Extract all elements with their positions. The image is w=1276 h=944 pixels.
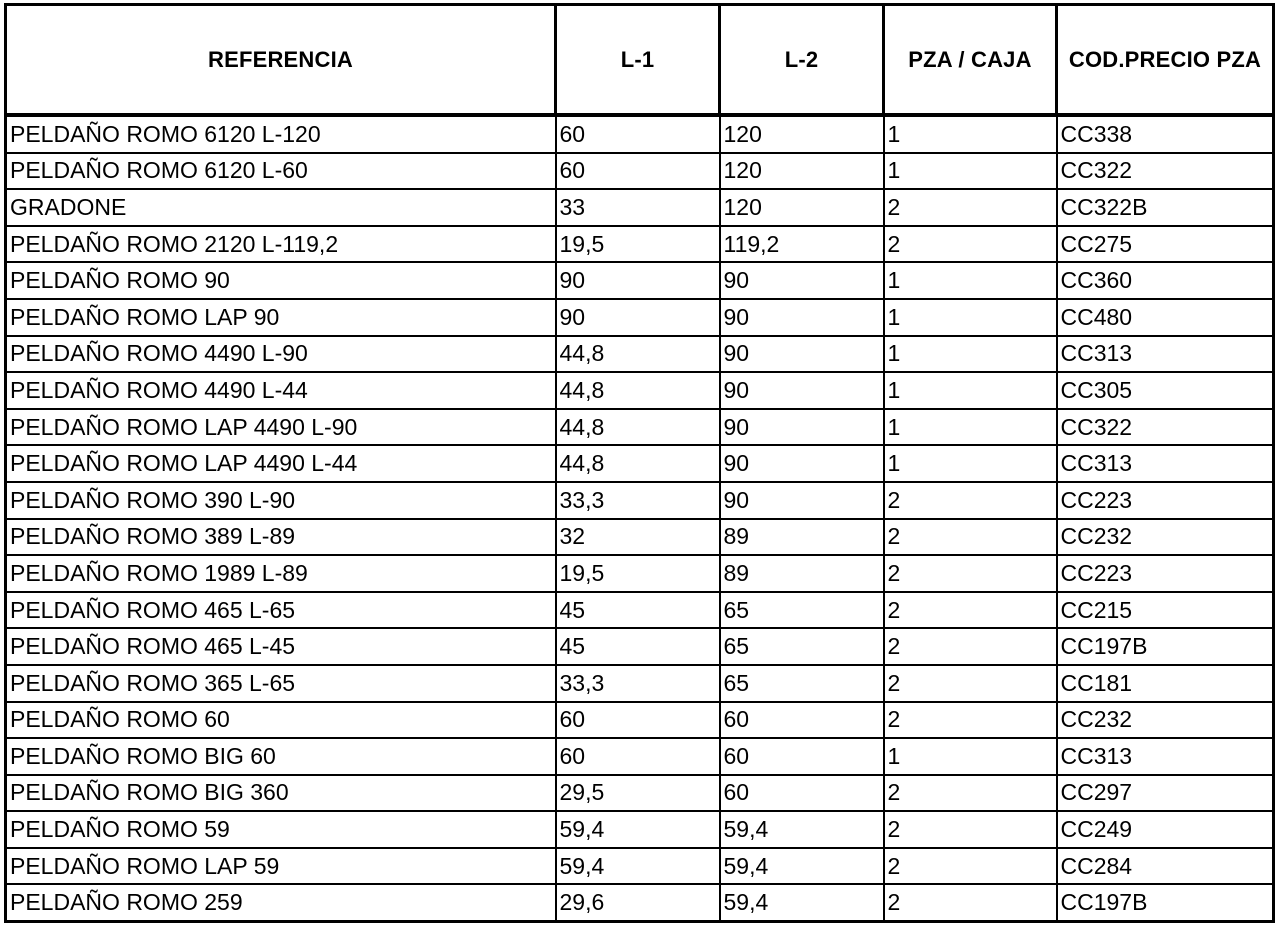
cell-l2: 120 bbox=[720, 189, 884, 226]
cell-l2: 89 bbox=[720, 519, 884, 556]
cell-referencia: PELDAÑO ROMO BIG 360 bbox=[6, 775, 556, 812]
cell-l2: 59,4 bbox=[720, 884, 884, 921]
cell-pza-caja: 1 bbox=[884, 738, 1057, 775]
table-row bbox=[6, 592, 1274, 629]
cell-pza-caja: 2 bbox=[884, 189, 1057, 226]
cell-l2: 60 bbox=[720, 738, 884, 775]
cell-l1: 29,6 bbox=[556, 884, 720, 921]
cell-l1: 19,5 bbox=[556, 226, 720, 263]
header-cod-precio: COD.PRECIO PZA bbox=[1057, 5, 1274, 116]
cell-l2: 90 bbox=[720, 372, 884, 409]
cell-pza-caja: 1 bbox=[884, 262, 1057, 299]
cell-referencia: PELDAÑO ROMO 6120 L-120 bbox=[6, 115, 556, 153]
cell-cod-precio: CC305 bbox=[1057, 372, 1274, 409]
cell-cod-precio: CC215 bbox=[1057, 592, 1274, 629]
cell-l2: 59,4 bbox=[720, 848, 884, 885]
cell-pza-caja: 1 bbox=[884, 153, 1057, 190]
cell-pza-caja: 1 bbox=[884, 445, 1057, 482]
cell-cod-precio: CC338 bbox=[1057, 115, 1274, 153]
table-row bbox=[6, 153, 1274, 190]
product-table bbox=[4, 3, 1275, 923]
cell-l2: 89 bbox=[720, 555, 884, 592]
cell-cod-precio: CC223 bbox=[1057, 482, 1274, 519]
table-row bbox=[6, 299, 1274, 336]
cell-referencia: PELDAÑO ROMO 4490 L-90 bbox=[6, 336, 556, 373]
cell-l1: 44,8 bbox=[556, 336, 720, 373]
cell-referencia: PELDAÑO ROMO 59 bbox=[6, 811, 556, 848]
cell-pza-caja: 2 bbox=[884, 555, 1057, 592]
table-row bbox=[6, 665, 1274, 702]
cell-pza-caja: 2 bbox=[884, 702, 1057, 739]
cell-pza-caja: 2 bbox=[884, 519, 1057, 556]
cell-l1: 45 bbox=[556, 628, 720, 665]
table-row bbox=[6, 519, 1274, 556]
table-row bbox=[6, 262, 1274, 299]
cell-referencia: PELDAÑO ROMO 365 L-65 bbox=[6, 665, 556, 702]
cell-cod-precio: CC322B bbox=[1057, 189, 1274, 226]
cell-cod-precio: CC313 bbox=[1057, 336, 1274, 373]
cell-pza-caja: 2 bbox=[884, 628, 1057, 665]
cell-referencia: PELDAÑO ROMO 389 L-89 bbox=[6, 519, 556, 556]
cell-cod-precio: CC322 bbox=[1057, 409, 1274, 446]
cell-referencia: PELDAÑO ROMO BIG 60 bbox=[6, 738, 556, 775]
cell-l2: 60 bbox=[720, 702, 884, 739]
cell-cod-precio: CC322 bbox=[1057, 153, 1274, 190]
cell-pza-caja: 2 bbox=[884, 665, 1057, 702]
table-row bbox=[6, 372, 1274, 409]
table-row bbox=[6, 226, 1274, 263]
cell-pza-caja: 2 bbox=[884, 811, 1057, 848]
cell-cod-precio: CC249 bbox=[1057, 811, 1274, 848]
cell-referencia: PELDAÑO ROMO 4490 L-44 bbox=[6, 372, 556, 409]
cell-cod-precio: CC223 bbox=[1057, 555, 1274, 592]
table-row bbox=[6, 115, 1274, 153]
cell-l2: 119,2 bbox=[720, 226, 884, 263]
cell-pza-caja: 2 bbox=[884, 848, 1057, 885]
table-row bbox=[6, 189, 1274, 226]
cell-pza-caja: 2 bbox=[884, 775, 1057, 812]
table-row bbox=[6, 555, 1274, 592]
cell-referencia: PELDAÑO ROMO 90 bbox=[6, 262, 556, 299]
cell-pza-caja: 1 bbox=[884, 336, 1057, 373]
cell-l1: 19,5 bbox=[556, 555, 720, 592]
cell-cod-precio: CC313 bbox=[1057, 738, 1274, 775]
cell-l1: 45 bbox=[556, 592, 720, 629]
cell-l2: 65 bbox=[720, 592, 884, 629]
cell-referencia: PELDAÑO ROMO 390 L-90 bbox=[6, 482, 556, 519]
table-row bbox=[6, 738, 1274, 775]
cell-l2: 59,4 bbox=[720, 811, 884, 848]
cell-l1: 29,5 bbox=[556, 775, 720, 812]
cell-pza-caja: 1 bbox=[884, 372, 1057, 409]
cell-l1: 90 bbox=[556, 299, 720, 336]
cell-l2: 120 bbox=[720, 115, 884, 153]
header-pza-caja: PZA / CAJA bbox=[884, 5, 1057, 116]
header-l1: L-1 bbox=[556, 5, 720, 116]
header-row bbox=[6, 5, 1274, 116]
cell-cod-precio: CC197B bbox=[1057, 628, 1274, 665]
table-row bbox=[6, 884, 1274, 921]
cell-referencia: PELDAÑO ROMO 2120 L-119,2 bbox=[6, 226, 556, 263]
cell-l1: 33,3 bbox=[556, 665, 720, 702]
header-l2: L-2 bbox=[720, 5, 884, 116]
cell-l1: 59,4 bbox=[556, 811, 720, 848]
header-referencia: REFERENCIA bbox=[6, 5, 556, 116]
cell-cod-precio: CC480 bbox=[1057, 299, 1274, 336]
cell-referencia: PELDAÑO ROMO LAP 90 bbox=[6, 299, 556, 336]
cell-pza-caja: 1 bbox=[884, 299, 1057, 336]
cell-l1: 44,8 bbox=[556, 409, 720, 446]
cell-cod-precio: CC313 bbox=[1057, 445, 1274, 482]
table-row bbox=[6, 336, 1274, 373]
cell-pza-caja: 2 bbox=[884, 226, 1057, 263]
cell-l2: 60 bbox=[720, 775, 884, 812]
cell-l2: 90 bbox=[720, 262, 884, 299]
cell-cod-precio: CC232 bbox=[1057, 702, 1274, 739]
cell-l1: 32 bbox=[556, 519, 720, 556]
cell-l1: 59,4 bbox=[556, 848, 720, 885]
cell-cod-precio: CC284 bbox=[1057, 848, 1274, 885]
cell-referencia: PELDAÑO ROMO 259 bbox=[6, 884, 556, 921]
cell-pza-caja: 1 bbox=[884, 409, 1057, 446]
cell-l1: 90 bbox=[556, 262, 720, 299]
cell-l1: 33,3 bbox=[556, 482, 720, 519]
cell-referencia: GRADONE bbox=[6, 189, 556, 226]
cell-referencia: PELDAÑO ROMO 465 L-45 bbox=[6, 628, 556, 665]
cell-referencia: PELDAÑO ROMO 6120 L-60 bbox=[6, 153, 556, 190]
cell-cod-precio: CC232 bbox=[1057, 519, 1274, 556]
cell-cod-precio: CC297 bbox=[1057, 775, 1274, 812]
cell-referencia: PELDAÑO ROMO 60 bbox=[6, 702, 556, 739]
cell-l2: 90 bbox=[720, 445, 884, 482]
table-row bbox=[6, 482, 1274, 519]
table-row bbox=[6, 811, 1274, 848]
table-row bbox=[6, 848, 1274, 885]
cell-cod-precio: CC181 bbox=[1057, 665, 1274, 702]
cell-l2: 120 bbox=[720, 153, 884, 190]
cell-l2: 90 bbox=[720, 482, 884, 519]
table-body bbox=[6, 115, 1274, 922]
cell-l2: 90 bbox=[720, 299, 884, 336]
table-row bbox=[6, 702, 1274, 739]
table-row bbox=[6, 445, 1274, 482]
cell-pza-caja: 2 bbox=[884, 482, 1057, 519]
cell-pza-caja: 1 bbox=[884, 115, 1057, 153]
cell-l1: 60 bbox=[556, 115, 720, 153]
cell-l2: 65 bbox=[720, 628, 884, 665]
cell-l2: 90 bbox=[720, 409, 884, 446]
cell-l2: 65 bbox=[720, 665, 884, 702]
cell-referencia: PELDAÑO ROMO 465 L-65 bbox=[6, 592, 556, 629]
cell-l1: 44,8 bbox=[556, 445, 720, 482]
cell-l1: 33 bbox=[556, 189, 720, 226]
cell-cod-precio: CC275 bbox=[1057, 226, 1274, 263]
cell-referencia: PELDAÑO ROMO LAP 4490 L-44 bbox=[6, 445, 556, 482]
table-row bbox=[6, 775, 1274, 812]
cell-referencia: PELDAÑO ROMO LAP 4490 L-90 bbox=[6, 409, 556, 446]
cell-l1: 60 bbox=[556, 702, 720, 739]
cell-pza-caja: 2 bbox=[884, 592, 1057, 629]
cell-cod-precio: CC197B bbox=[1057, 884, 1274, 921]
table-row bbox=[6, 409, 1274, 446]
table-row bbox=[6, 628, 1274, 665]
cell-l1: 60 bbox=[556, 738, 720, 775]
cell-cod-precio: CC360 bbox=[1057, 262, 1274, 299]
cell-l1: 60 bbox=[556, 153, 720, 190]
cell-referencia: PELDAÑO ROMO 1989 L-89 bbox=[6, 555, 556, 592]
cell-pza-caja: 2 bbox=[884, 884, 1057, 921]
cell-l2: 90 bbox=[720, 336, 884, 373]
cell-l1: 44,8 bbox=[556, 372, 720, 409]
cell-referencia: PELDAÑO ROMO LAP 59 bbox=[6, 848, 556, 885]
